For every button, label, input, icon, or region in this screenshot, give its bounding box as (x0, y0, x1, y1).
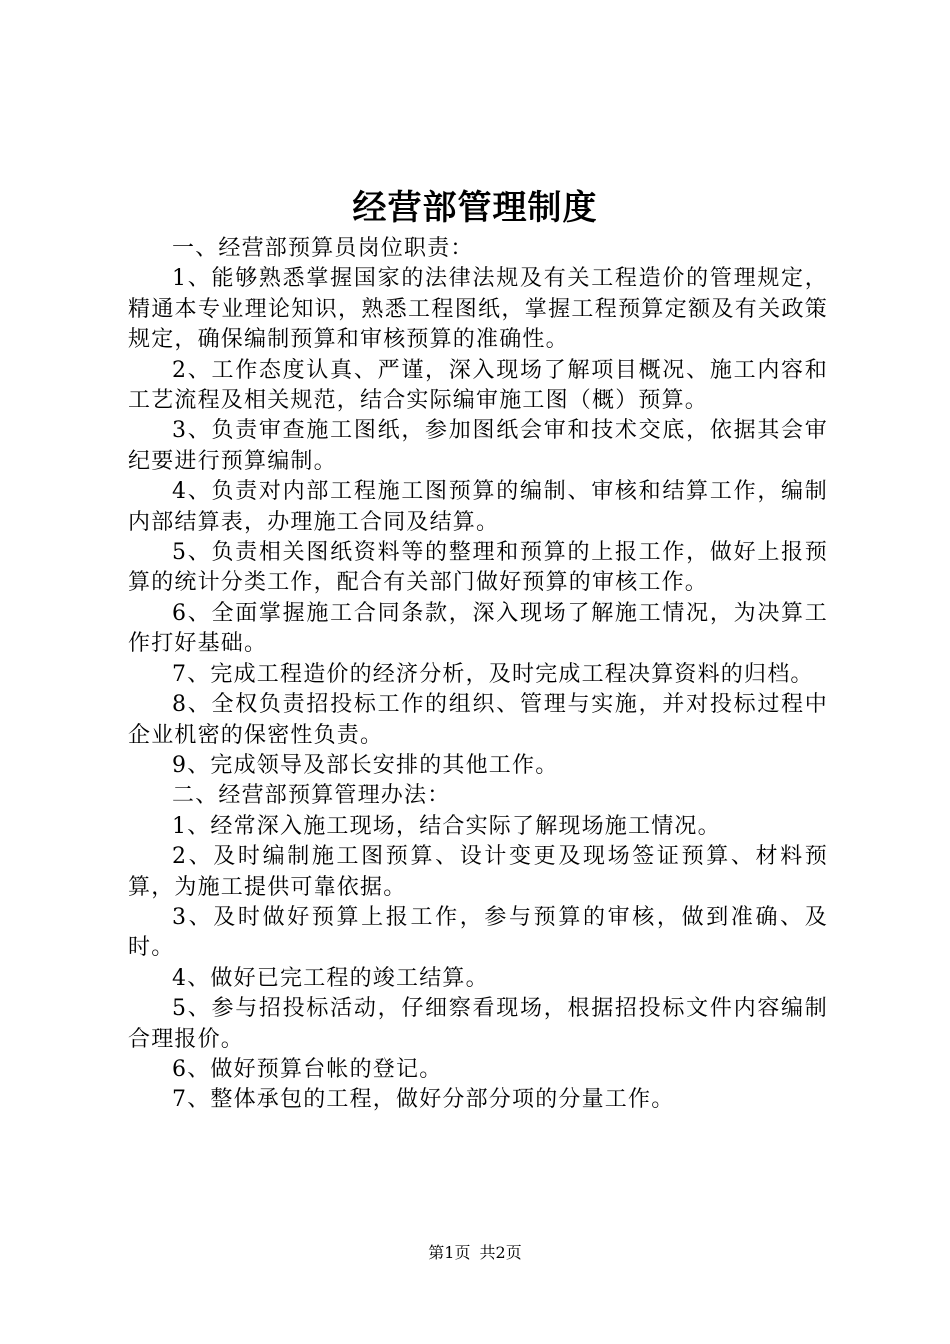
list-item: 1、经常深入施工现场，结合实际了解现场施工情况。 (172, 813, 721, 839)
list-item: 3、负责审查施工图纸，参加图纸会审和技术交底，依据其会审纪要进行预算编制。 (128, 418, 828, 474)
list-item: 7、整体承包的工程，做好分部分项的分量工作。 (172, 1087, 675, 1113)
list-item: 5、负责相关图纸资料等的整理和预算的上报工作，做好上报预算的统计分类工作，配合有关部门做好预算的审核工作。 (128, 540, 828, 596)
document-body (128, 234, 828, 1116)
list-item: 3、及时做好预算上报工作，参与预算的审核，做到准确、及时。 (128, 904, 828, 961)
list-item: 6、做好预算台帐的登记。 (172, 1056, 443, 1082)
page-number: 第1页 (428, 1243, 471, 1262)
list-item: 4、负责对内部工程施工图预算的编制、审核和结算工作，编制内部结算表，办理施工合同及结算。 (128, 479, 828, 535)
list-item: 4、做好已完工程的竣工结算。 (172, 965, 489, 991)
document-title: 经营部管理制度 (352, 188, 598, 228)
list-item: 2、工作态度认真、严谨，深入现场了解项目概况、施工内容和工艺流程及相关规范，结合实际编审施工图（概）预算。 (128, 357, 828, 414)
list-item: 5、参与招投标活动，仔细察看现场，根据招投标文件内容编制合理报价。 (128, 996, 828, 1052)
section-heading: 一、经营部预算员岗位职责： (172, 236, 474, 261)
list-item: 1、能够熟悉掌握国家的法律法规及有关工程造价的管理规定，精通本专业理论知识，熟悉工程图纸，掌握工程预算定额及有关政策规定，确保编制预算和审核预算的准确性。 (128, 266, 828, 353)
page-footer (0, 1242, 950, 1264)
list-item: 8、全权负责招投标工作的组织、管理与实施，并对投标过程中企业机密的保密性负责。 (128, 692, 828, 748)
list-item: 9、完成领导及部长安排的其他工作。 (172, 752, 559, 778)
section-heading: 二、经营部预算管理办法： (172, 783, 451, 809)
list-item: 6、全面掌握施工合同条款，深入现场了解施工情况，为决算工作打好基础。 (128, 600, 828, 657)
list-item: 2、及时编制施工图预算、设计变更及现场签证预算、材料预算，为施工提供可靠依据。 (128, 844, 828, 900)
page-total: 共2页 (479, 1243, 522, 1262)
list-item: 7、完成工程造价的经济分析，及时完成工程决算资料的归档。 (172, 661, 814, 687)
